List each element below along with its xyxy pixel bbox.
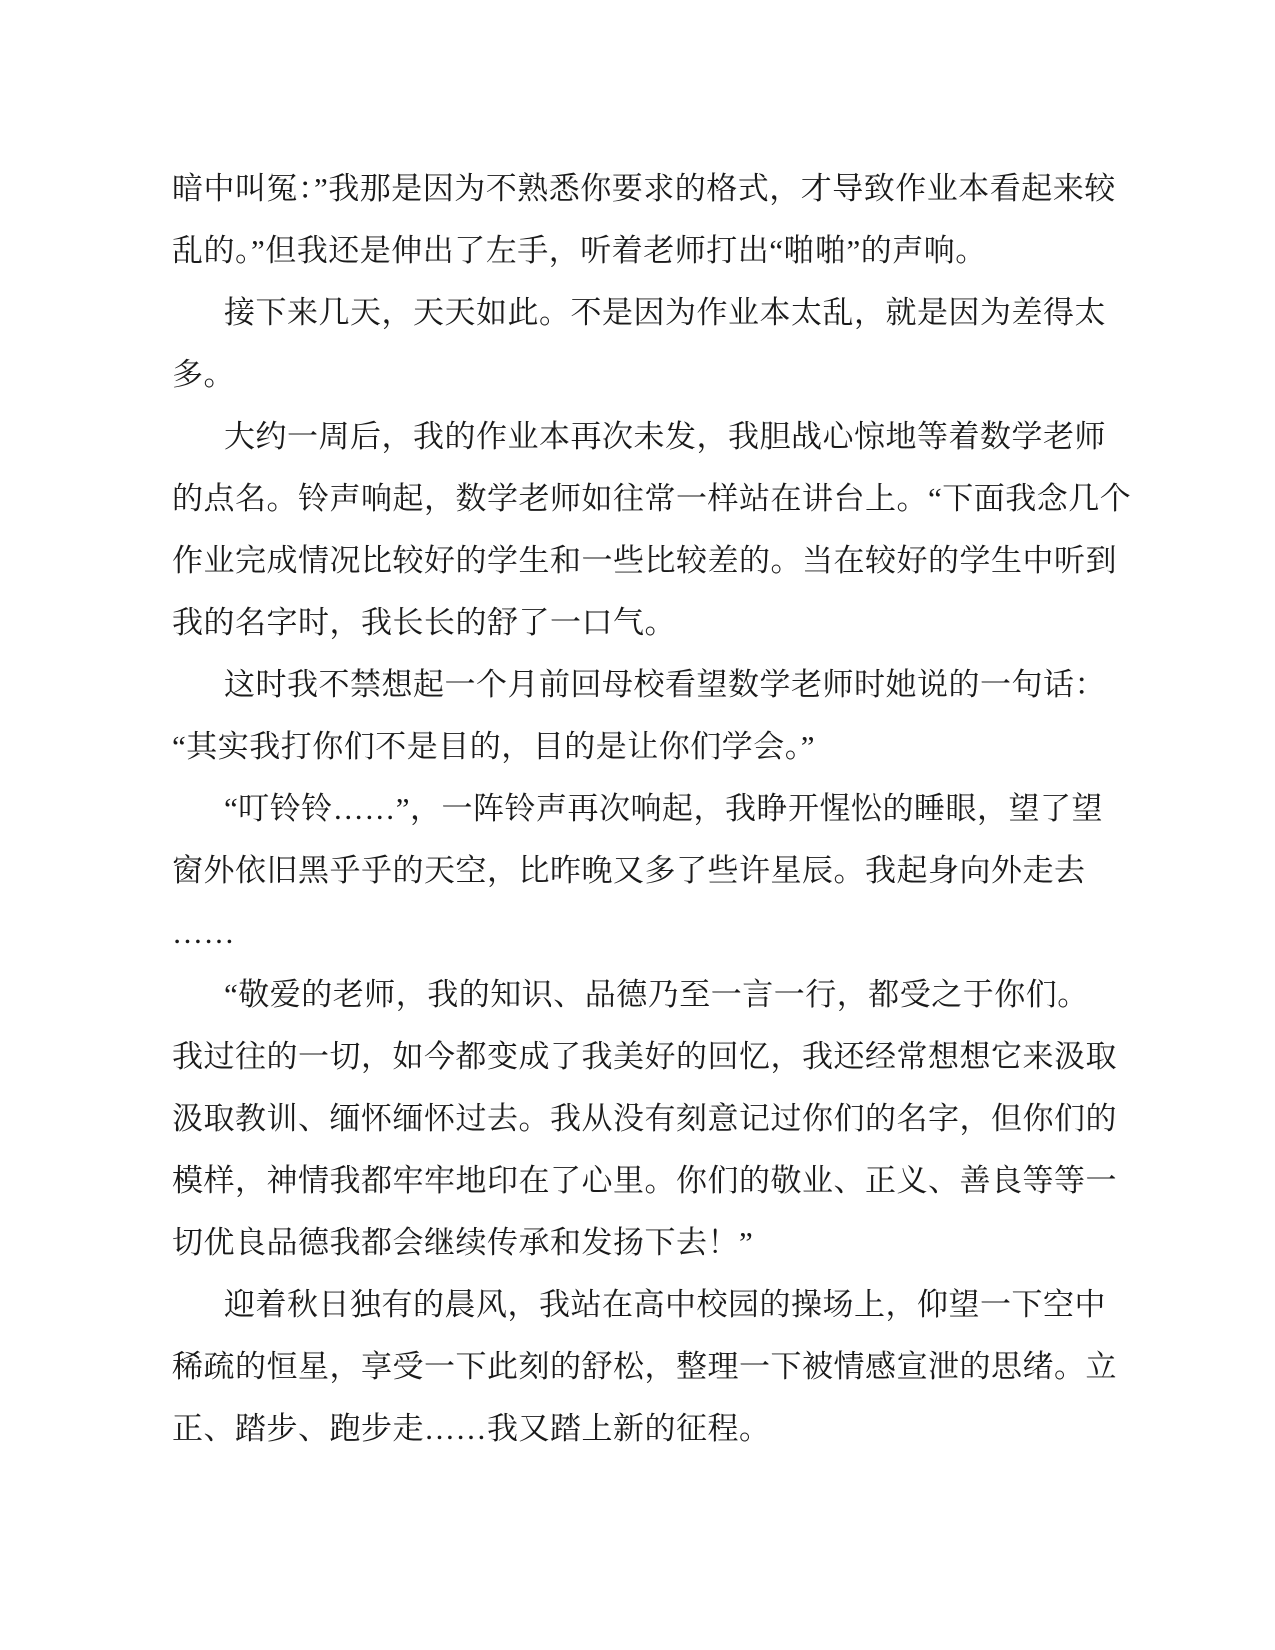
text-line: 切优良品德我都会继续传承和发扬下去！” [172,1225,754,1260]
text-line: 的点名。铃声响起，数学老师如往常一样站在讲台上。“下面我念几个 [172,481,1132,516]
text-line: 大约一周后，我的作业本再次未发，我胆战心惊地等着数学老师 [224,419,1106,454]
text-line: 这时我不禁想起一个月前回母校看望数学老师时她说的一句话： [224,667,1106,702]
text-line: 我的名字时，我长长的舒了一口气。 [172,605,676,640]
text-line: 暗中叫冤：”我那是因为不熟悉你要求的格式，才导致作业本看起来较 [172,171,1116,206]
text-line: 稀疏的恒星，享受一下此刻的舒松，整理一下被情感宣泄的思绪。立 [172,1349,1117,1384]
text-line: “敬爱的老师，我的知识、品德乃至一言一行，都受之于你们。 [224,977,1089,1012]
text-line: 迎着秋日独有的晨风，我站在高中校园的操场上，仰望一下空中 [224,1287,1106,1322]
text-line: 接下来几天，天天如此。不是因为作业本太乱，就是因为差得太 [224,295,1106,330]
text-line: 我过往的一切，如今都变成了我美好的回忆，我还经常想想它来汲取 [172,1039,1117,1074]
text-line: 窗外依旧黑乎乎的天空，比昨晚又多了些许星辰。我起身向外走去 [172,853,1086,888]
text-line: 模样，神情我都牢牢地印在了心里。你们的敬业、正义、善良等等一 [172,1163,1117,1198]
text-line: 正、踏步、跑步走……我又踏上新的征程。 [172,1411,771,1446]
text-line: 多。 [172,357,235,392]
document-body [172,158,1132,1460]
text-line: 作业完成情况比较好的学生和一些比较差的。当在较好的学生中听到 [172,543,1117,578]
text-line: 汲取教训、缅怀缅怀过去。我从没有刻意记过你们的名字，但你们的 [172,1101,1117,1136]
text-line: 乱的。”但我还是伸出了左手，听着老师打出“啪啪”的声响。 [172,233,987,268]
text-line: …… [172,915,235,950]
text-line: “其实我打你们不是目的，目的是让你们学会。” [172,729,816,764]
text-line: “叮铃铃……”，一阵铃声再次响起，我睁开惺忪的睡眼，望了望 [224,791,1104,826]
